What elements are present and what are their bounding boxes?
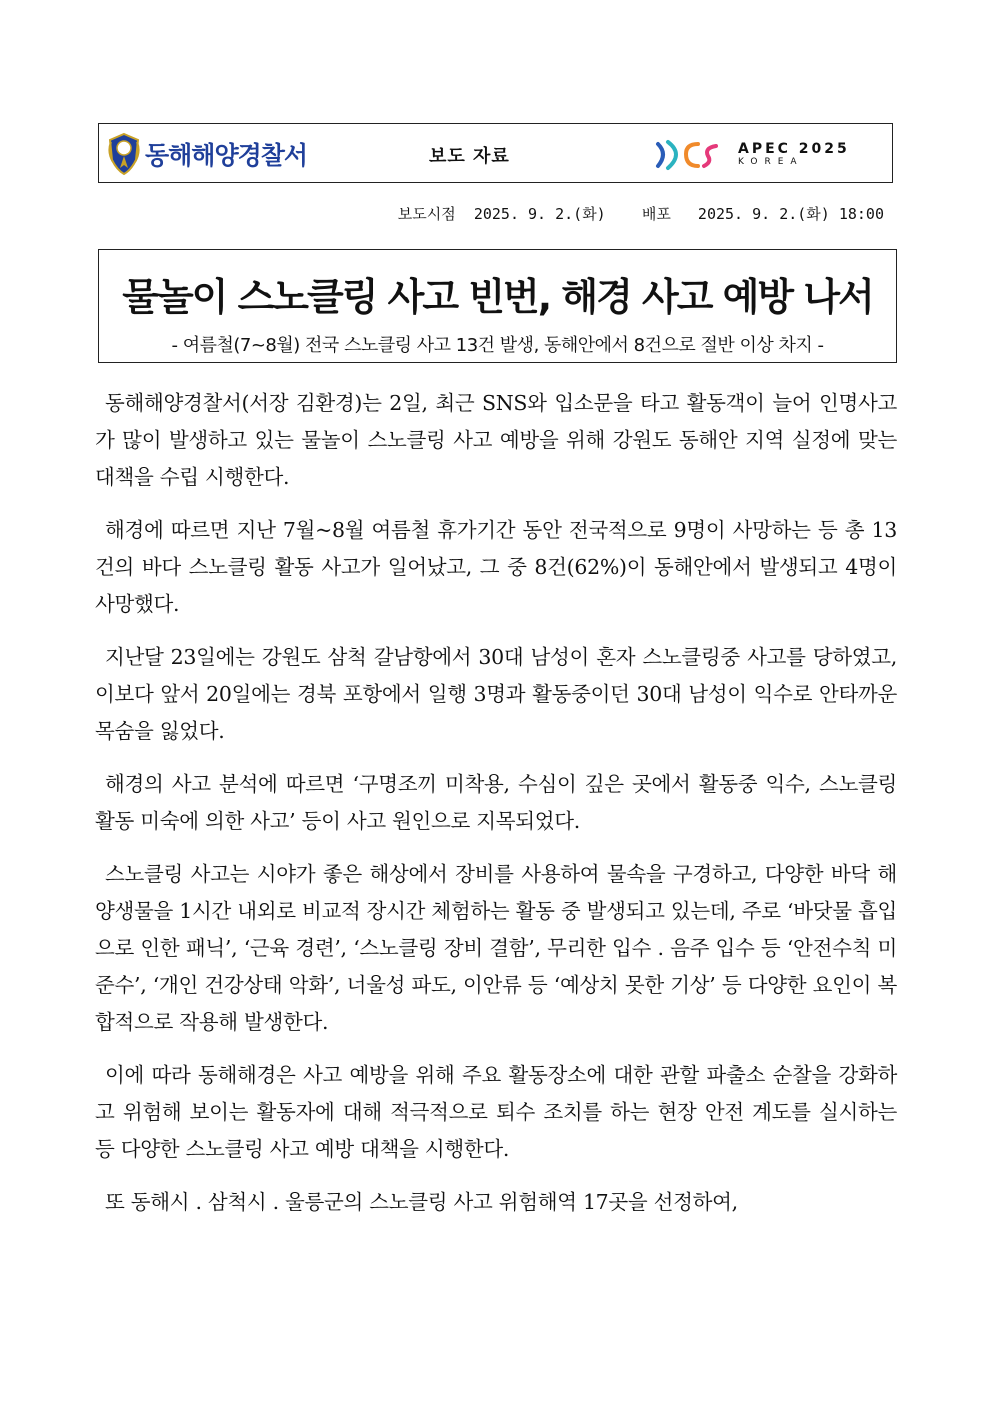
distribution-value: 2025. 9. 2.(화) 18:00 <box>697 205 884 223</box>
paragraph-7: 또 동해시 . 삼척시 . 울릉군의 스노클링 사고 위험해역 17곳을 선정하여, <box>105 1190 738 1214</box>
release-time-label: 보도시점 <box>397 205 456 223</box>
paragraph-5: 스노클링 사고는 시야가 좋은 해상에서 장비를 사용하여 물속을 구경하고, 다양한 바닥 해양생물을 1시간 내외로 비교적 장시간 체험하는 활동 중 발생되고 있는데, 주로 ‘바닷물 흡입으로 인한 패닉’, ‘근육 경련’, ‘스노클링 장비 결함’, 무리한 입수 . 음주 입수 등 ‘안전수칙 미준수’, ‘개인 건강상태 악화’, 너울성 파도, 이안류 등 ‘예상치 못한 기상’ 등 다양한 요인이 복합적으로 작용해 발생한다. <box>95 862 897 1034</box>
press-header <box>98 123 893 183</box>
apec-logo-icon <box>654 136 732 172</box>
coast-guard-emblem-icon <box>107 132 141 176</box>
paragraph-6: 이에 따라 동해해경은 사고 예방을 위해 주요 활동장소에 대한 관할 파출소 순찰을 강화하고 위험해 보이는 활동자에 대해 적극적으로 퇴수 조치를 하는 현장 안전 계도를 실시하는 등 다양한 스노클링 사고 예방 대책을 시행한다. <box>95 1063 897 1161</box>
headline: 물놀이 스노클링 사고 빈번, 해경 사고 예방 나서 <box>122 275 873 319</box>
apec-logo-block <box>654 134 850 174</box>
release-time-value: 2025. 9. 2.(화) <box>473 205 606 223</box>
paragraph-3: 지난달 23일에는 강원도 삼척 갈남항에서 30대 남성이 혼자 스노클링중 사고를 당하였고, 이보다 앞서 20일에는 경북 포항에서 일행 3명과 활동중이던 30대 남성이 익수로 안타까운 목숨을 잃었다. <box>95 645 897 743</box>
press-release-label: 보도 자료 <box>429 146 510 167</box>
article-body <box>95 385 897 1237</box>
apec-subtitle: KOREA <box>738 156 804 167</box>
headline-box <box>98 249 897 363</box>
paragraph-4: 해경의 사고 분석에 따르면 ‘구명조끼 미착용, 수심이 깊은 곳에서 활동중 익수, 스노클링 활동 미숙에 의한 사고’ 등이 사고 원인으로 지목되었다. <box>95 772 897 833</box>
paragraph-2: 해경에 따르면 지난 7월~8월 여름철 휴가기간 동안 전국적으로 9명이 사망하는 등 총 13건의 바다 스노클링 활동 사고가 일어났고, 그 중 8건(62%)이 동해안에서 발생되고 4명이 사망했다. <box>95 518 897 616</box>
subheadline: - 여름철(7~8월) 전국 스노클링 사고 13건 발생, 동해안에서 8건으로 절반 이상 차지 - <box>171 335 824 356</box>
distribution-label: 배포 <box>641 205 671 223</box>
apec-title: APEC 2025 <box>738 140 850 157</box>
release-info <box>398 203 884 224</box>
org-block <box>107 132 307 176</box>
paragraph-1: 동해해양경찰서(서장 김환경)는 2일, 최근 SNS와 입소문을 타고 활동객이 늘어 인명사고가 많이 발생하고 있는 물놀이 스노클링 사고 예방을 위해 강원도 동해안 지역 실정에 맞는 대책을 수립 시행한다. <box>95 391 897 489</box>
org-name: 동해해양경찰서 <box>145 141 308 170</box>
